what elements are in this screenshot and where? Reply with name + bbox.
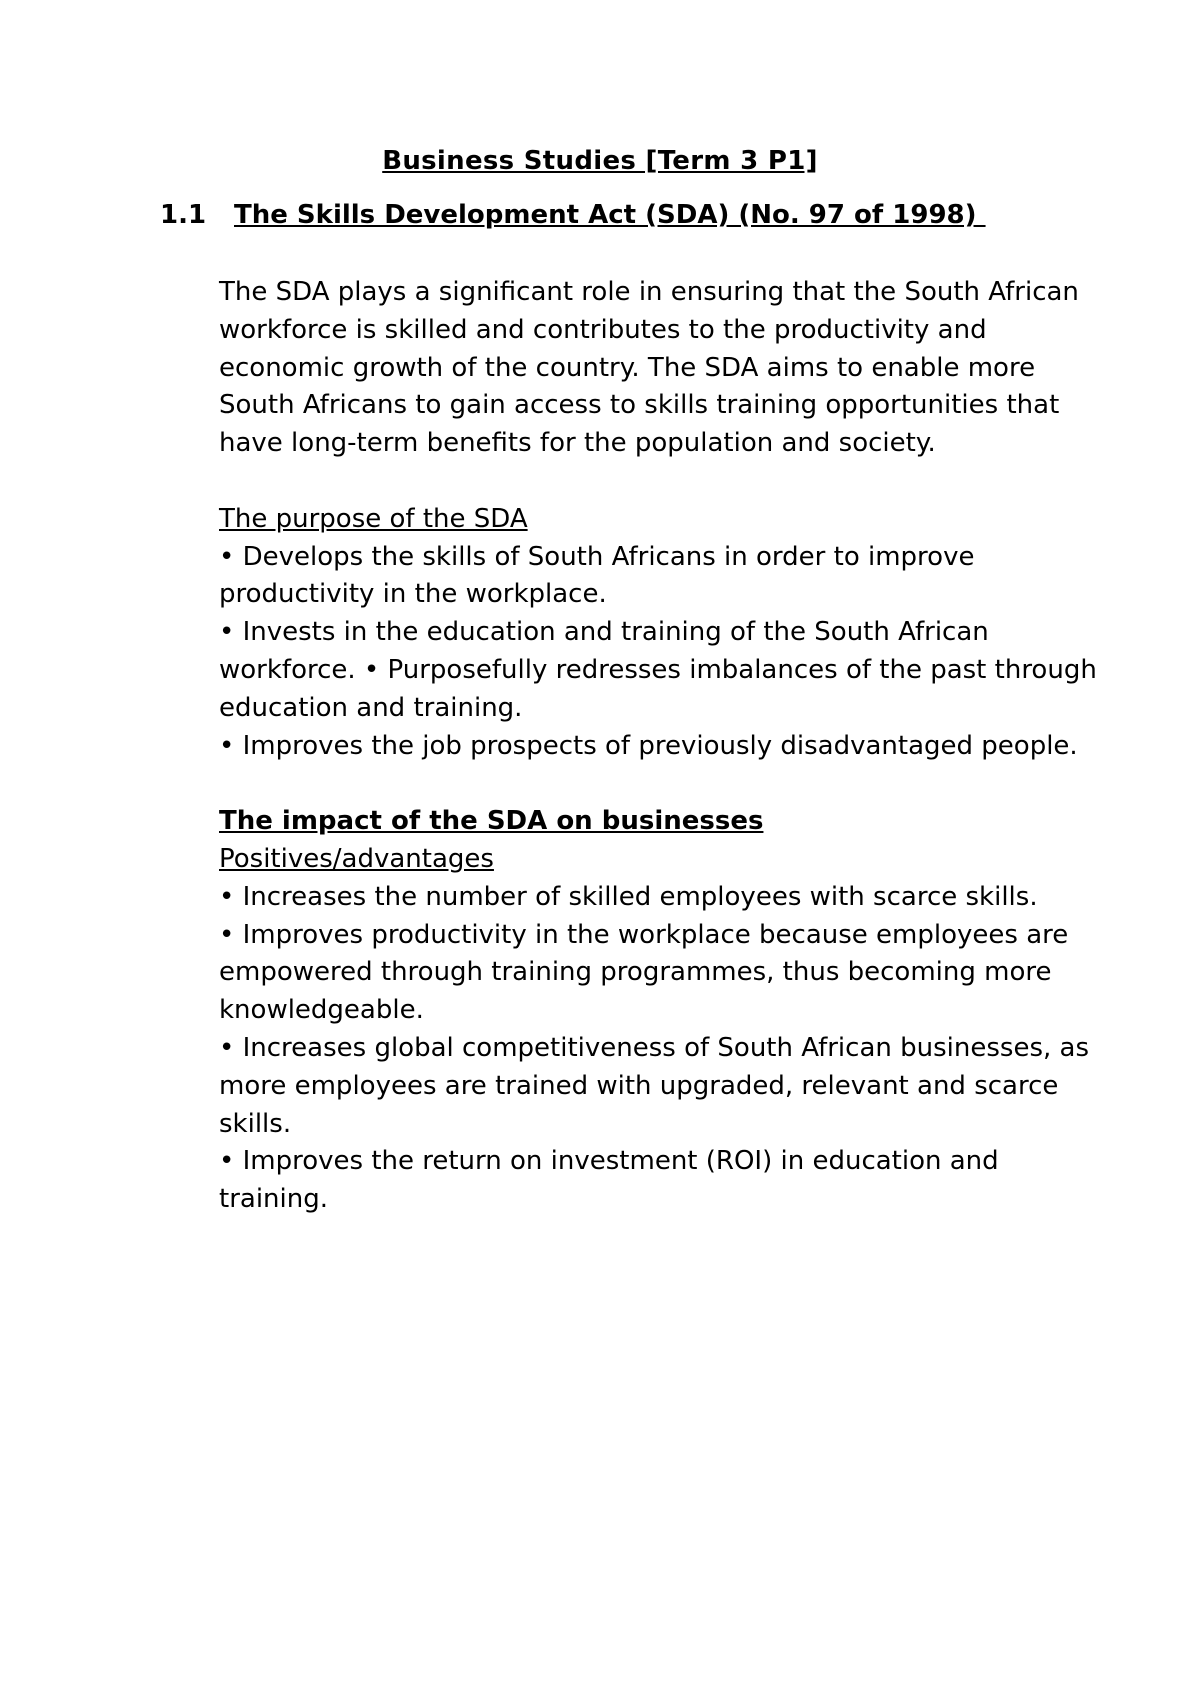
document-body xyxy=(219,274,1099,1219)
purpose-heading: The purpose of the SDA xyxy=(219,503,528,534)
impact-bullet: • Improves the return on investment (ROI) in education and training. xyxy=(219,1146,999,1215)
document-title: Business Studies [Term 3 P1] xyxy=(382,146,818,176)
impact-bullet: • Improves productivity in the workplace because employees are empowered through training programmes, thus becoming more knowledgeable. xyxy=(219,919,1069,1026)
section-number: 1.1 xyxy=(160,200,207,230)
impact-bullet: • Increases the number of skilled employees with scarce skills. xyxy=(219,881,1038,912)
impact-bullet: • Increases global competitiveness of South African businesses, as more employees are trained with upgraded, relevant and scarce skills. xyxy=(219,1032,1089,1139)
impact-heading: The impact of the SDA on businesses xyxy=(219,806,764,837)
intro-paragraph: The SDA plays a significant role in ensuring that the South African workforce is skilled and contributes to the productivity and economic growth of the country. The SDA aims to enable more South Africans to gain access to skills training opportunities that have long-term benefits for the population and society. xyxy=(219,277,1079,459)
purpose-bullet: • Improves the job prospects of previously disadvantaged people. xyxy=(219,730,1078,761)
purpose-bullet: • Invests in the education and training of the South African workforce. • Purposefully redresses imbalances of the past through education and training. xyxy=(219,617,1097,723)
spacer xyxy=(219,765,1099,803)
purpose-bullet: • Develops the skills of South Africans in order to improve productivity in the workplace. xyxy=(219,541,975,610)
spacer xyxy=(219,463,1099,501)
impact-subheading: Positives/advantages xyxy=(219,843,494,874)
section-title: The Skills Development Act (SDA) (No. 97 of 1998) xyxy=(234,200,986,230)
section-heading xyxy=(160,198,986,232)
